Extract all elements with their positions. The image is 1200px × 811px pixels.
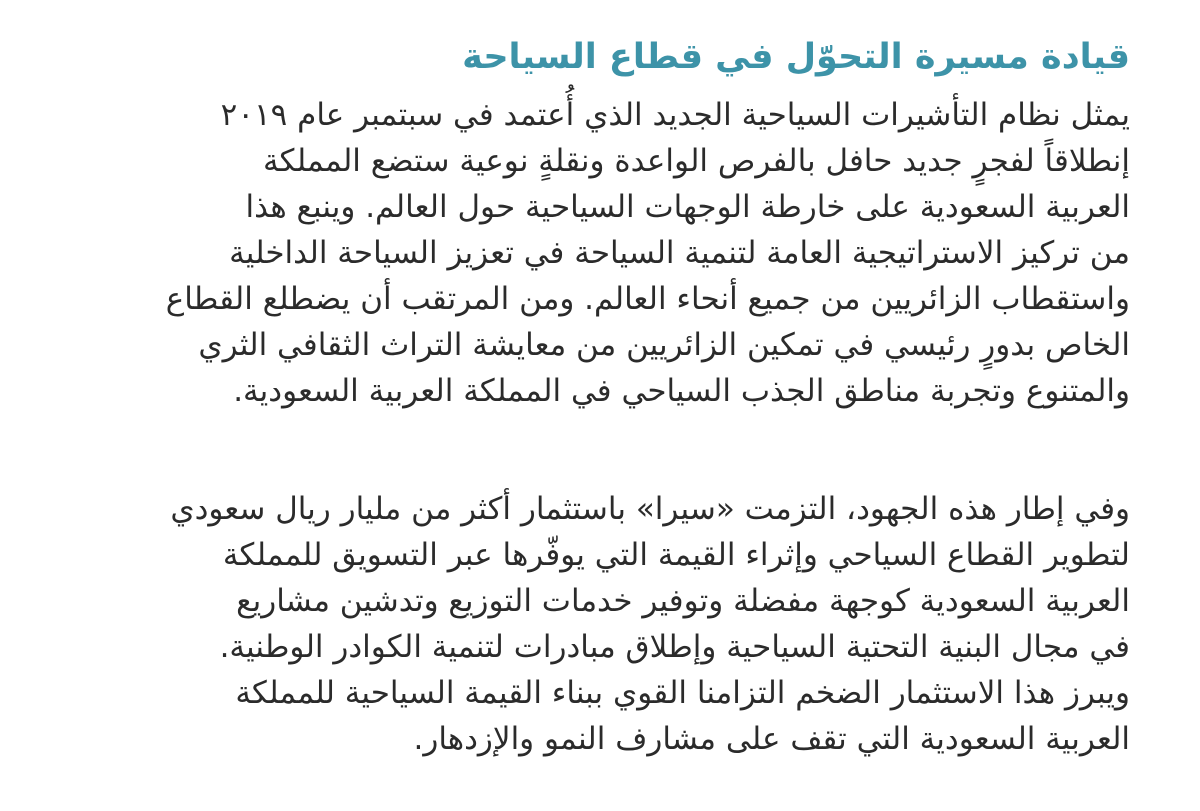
paragraph-line: العربية السعودية كوجهة مفضلة وتوفير خدمات التوزيع وتدشين مشاريع <box>236 583 1130 619</box>
paragraph-investment <box>40 486 1130 762</box>
paragraph-line: من تركيز الاستراتيجية العامة لتنمية السياحة في تعزيز السياحة الداخلية <box>229 235 1130 271</box>
paragraph-line: ويبرز هذا الاستثمار الضخم التزامنا القوي ببناء القيمة السياحية للمملكة <box>235 675 1130 711</box>
paragraph-line: إنطلاقاً لفجرٍ جديد حافل بالفرص الواعدة ونقلةٍ نوعية ستضع المملكة <box>263 143 1130 179</box>
paragraph-spacer <box>40 414 1130 486</box>
section-title: قيادة مسيرة التحوّل في قطاع السياحة <box>462 37 1130 77</box>
paragraph-line: يمثل نظام التأشيرات السياحية الجديد الذي أُعتمد في سبتمبر عام ٢٠١٩ <box>220 97 1130 133</box>
paragraph-line: العربية السعودية التي تقف على مشارف النمو والإزدهار. <box>413 721 1130 757</box>
paragraph-line: العربية السعودية على خارطة الوجهات السياحية حول العالم. وينبع هذا <box>245 189 1130 225</box>
paragraph-line: الخاص بدورٍ رئيسي في تمكين الزائريين من معايشة التراث الثقافي الثري <box>198 327 1130 363</box>
paragraph-line: لتطوير القطاع السياحي وإثراء القيمة التي يوفّرها عبر التسويق للمملكة <box>222 537 1130 573</box>
paragraph-line: وفي إطار هذه الجهود، التزمت «سيرا» باستثمار أكثر من مليار ريال سعودي <box>170 491 1130 527</box>
paragraph-visa-system <box>40 92 1130 414</box>
paragraph-line: والمتنوع وتجربة مناطق الجذب السياحي في المملكة العربية السعودية. <box>233 373 1130 409</box>
paragraph-line: في مجال البنية التحتية السياحية وإطلاق مبادرات لتنمية الكوادر الوطنية. <box>219 629 1130 665</box>
paragraph-line: واستقطاب الزائريين من جميع أنحاء العالم. ومن المرتقب أن يضطلع القطاع <box>165 281 1130 317</box>
